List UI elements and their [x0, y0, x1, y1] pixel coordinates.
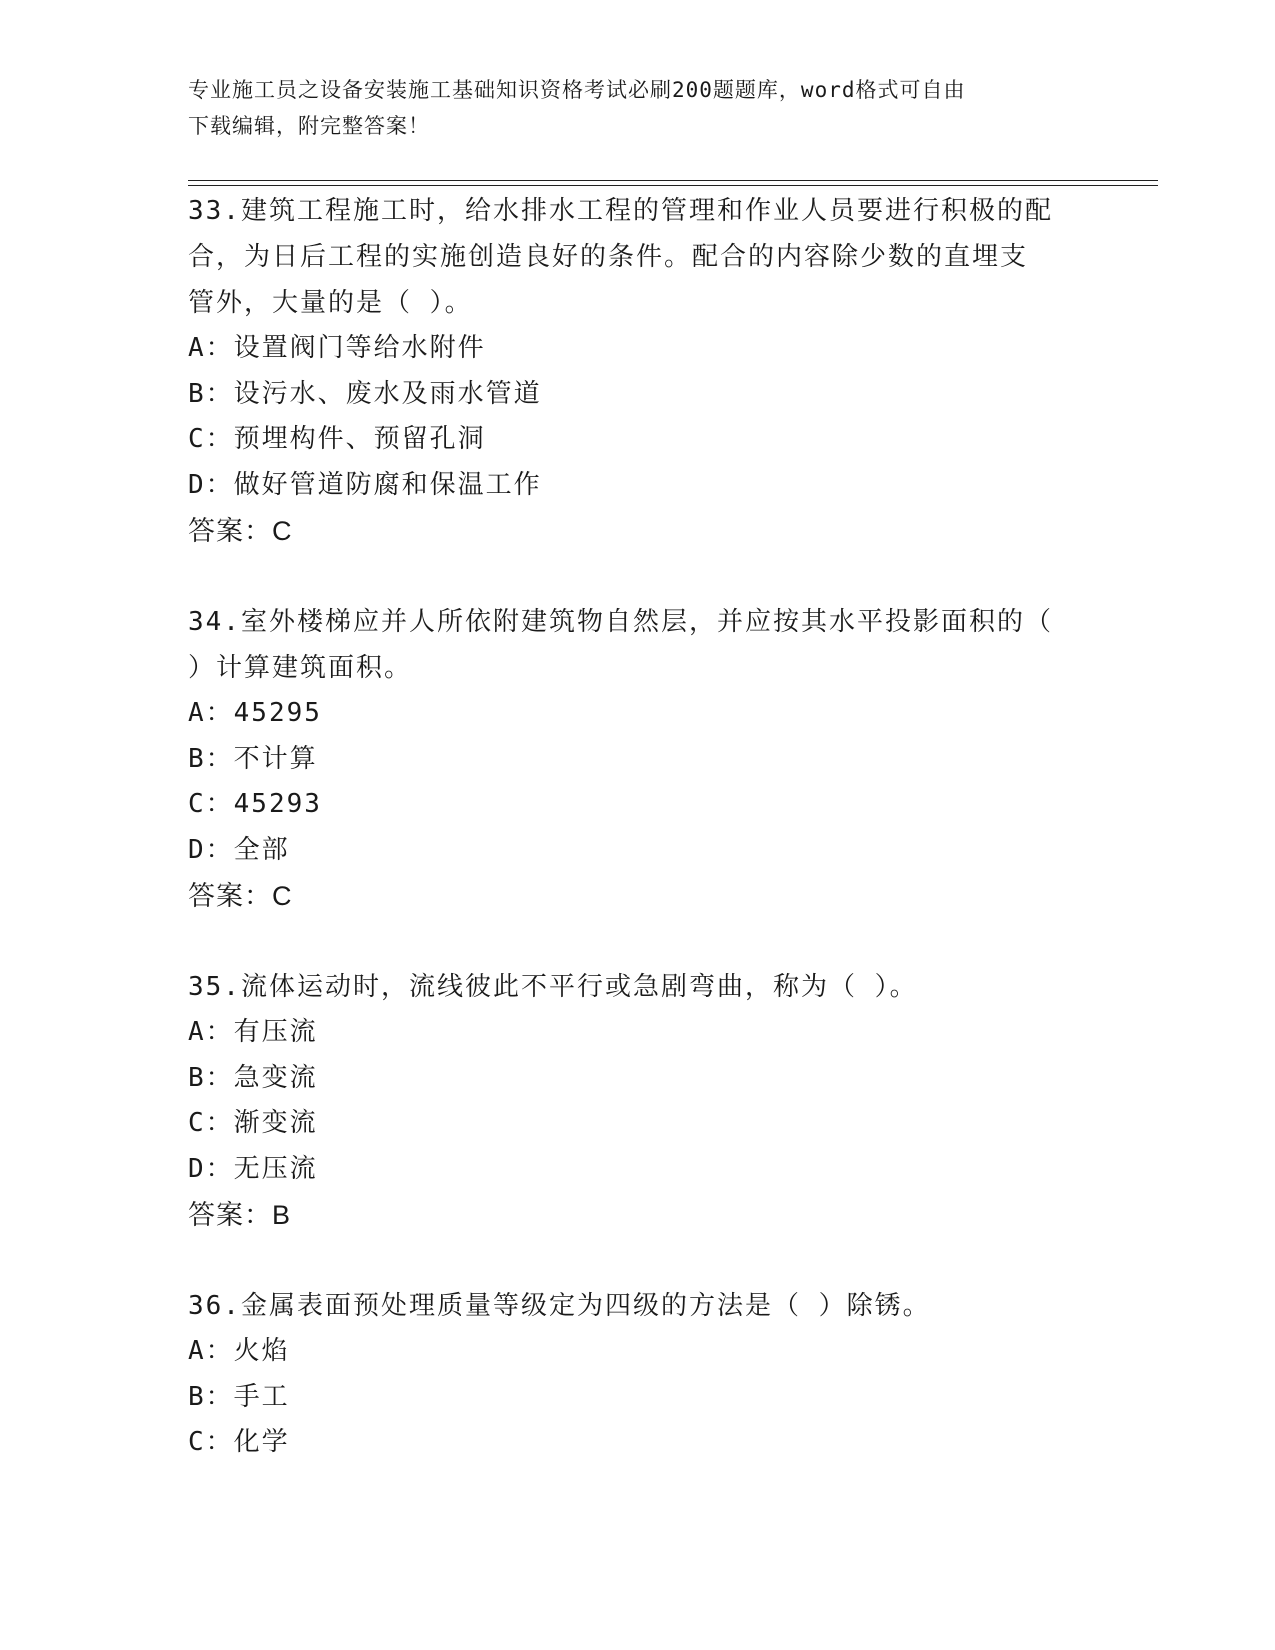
- question-text: [188, 964, 1088, 1010]
- answer-line: 答案：C: [188, 881, 293, 911]
- option-d: D：全部: [188, 834, 290, 865]
- option-d: D：做好管道防腐和保温工作: [188, 469, 542, 500]
- answer-line: 答案：C: [188, 516, 293, 546]
- question-list: [188, 188, 1088, 1511]
- question-text: [188, 1283, 1088, 1329]
- header-divider-bottom: [188, 185, 1158, 186]
- option-a: A：有压流: [188, 1017, 318, 1047]
- option-b: B：手工: [188, 1381, 290, 1412]
- question-line: 34.室外楼梯应并人所依附建筑物自然层，并应按其水平投影面积的（: [188, 607, 1053, 637]
- question-35: [188, 964, 1088, 1238]
- option-b: B：急变流: [188, 1062, 318, 1093]
- header-divider-top: [188, 180, 1158, 181]
- question-line: 35.流体运动时，流线彼此不平行或急剧弯曲，称为（ ）。: [188, 972, 918, 1002]
- option-a: A：45295: [188, 698, 322, 728]
- question-33: [188, 188, 1088, 554]
- option-c: C：化学: [188, 1427, 290, 1457]
- question-34: [188, 599, 1088, 919]
- header-line-1: 专业施工员之设备安装施工基础知识资格考试必刷200题题库，word格式可自由: [188, 78, 966, 102]
- question-line: 33.建筑工程施工时，给水排水工程的管理和作业人员要进行积极的配: [188, 196, 1053, 226]
- question-line: ）计算建筑面积。: [188, 653, 413, 683]
- question-line: 合，为日后工程的实施创造良好的条件。配合的内容除少数的直埋支: [188, 242, 1029, 272]
- option-d: D：无压流: [188, 1153, 318, 1184]
- option-a: A：设置阀门等给水附件: [188, 333, 486, 363]
- question-36: [188, 1283, 1088, 1466]
- option-c: C：45293: [188, 789, 322, 819]
- question-text: [188, 188, 1088, 326]
- header-line-2: 下载编辑，附完整答案！: [188, 114, 430, 138]
- answer-line: 答案：B: [188, 1200, 292, 1230]
- question-text: [188, 599, 1088, 691]
- option-c: C：渐变流: [188, 1108, 318, 1138]
- option-b: B：不计算: [188, 743, 318, 774]
- question-line: 管外，大量的是（ ）。: [188, 288, 473, 318]
- option-b: B：设污水、废水及雨水管道: [188, 378, 542, 409]
- option-a: A：火焰: [188, 1336, 290, 1366]
- document-header: [188, 72, 1088, 144]
- question-line: 36.金属表面预处理质量等级定为四级的方法是（ ）除锈。: [188, 1291, 931, 1321]
- option-c: C：预埋构件、预留孔洞: [188, 424, 486, 454]
